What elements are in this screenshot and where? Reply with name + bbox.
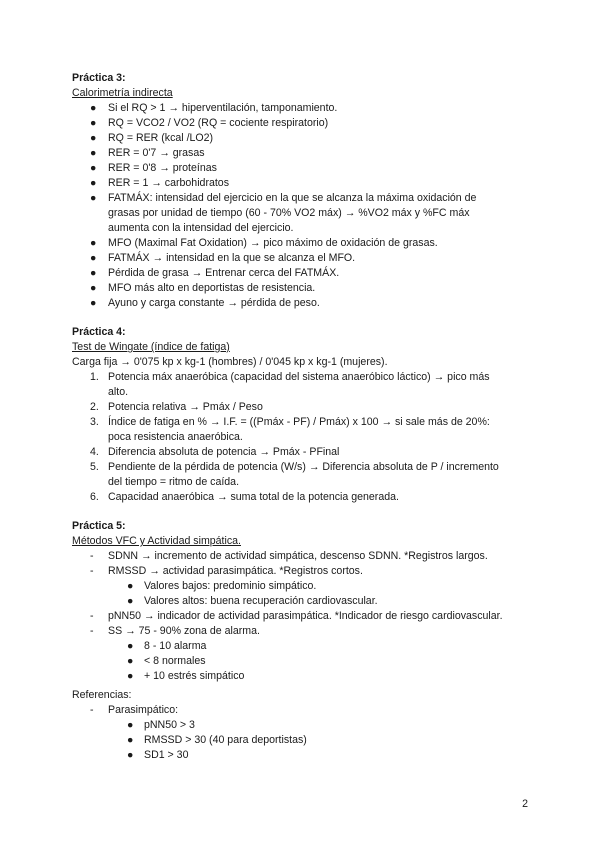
list-item: RMSSD → actividad parasimpática. *Registros cortos. [108,565,363,577]
list-item-continuation: del tiempo = ritmo de caída. [108,476,240,488]
list-item: pNN50 → indicador de actividad parasimpática. *Indicador de riesgo cardiovascular. [108,610,503,622]
list-item: Pérdida de grasa → Entrenar cerca del FATMÁX. [108,267,340,279]
list-item: RER = 0'7 → grasas [108,147,205,159]
bullet-icon: ● [127,719,134,731]
list-item: RER = 1 → carbohidratos [108,177,230,189]
section-5-heading: Práctica 5: [72,520,126,532]
section-5-subheading: Métodos VFC y Actividad simpática. [72,535,241,547]
section-4-heading: Práctica 4: [72,326,126,338]
list-item-continuation: poca resistencia anaeróbica. [108,431,243,443]
list-item: Parasimpático: [108,704,179,716]
bullet-icon: ● [127,595,134,607]
sub-list-item: 8 - 10 alarma [144,640,207,652]
bullet-icon: ● [90,237,97,249]
bullet-icon: ● [90,102,97,114]
list-item: Capacidad anaeróbica → suma total de la potencia generada. [108,491,399,503]
list-item: RQ = RER (kcal /LO2) [108,132,214,144]
list-item: Potencia máx anaeróbica (capacidad del sistema anaeróbico láctico) → pico más [108,371,490,383]
bullet-icon: ● [127,670,134,682]
sub-list-item: Valores bajos: predominio simpático. [144,580,317,592]
list-item: Pendiente de la pérdida de potencia (W/s) → Diferencia absoluta de P / incremento [108,461,499,473]
bullet-icon: ● [90,177,97,189]
list-item: Potencia relativa → Pmáx / Peso [108,401,263,413]
dash-icon: - [90,704,94,716]
bullet-icon: ● [127,749,134,761]
list-number: 5. [90,461,99,473]
list-number: 3. [90,416,99,428]
bullet-icon: ● [90,192,97,204]
sub-list-item: SD1 > 30 [144,749,189,761]
list-number: 1. [90,371,99,383]
dash-icon: - [90,550,94,562]
list-number: 4. [90,446,99,458]
dash-icon: - [90,610,94,622]
bullet-icon: ● [127,734,134,746]
bullet-icon: ● [127,640,134,652]
bullet-icon: ● [90,162,97,174]
dash-icon: - [90,625,94,637]
section-3-subheading: Calorimetría indirecta [72,87,173,99]
bullet-icon: ● [90,252,97,264]
bullet-icon: ● [90,117,97,129]
list-number: 6. [90,491,99,503]
list-item: FATMÁX: intensidad del ejercicio en la que se alcanza la máxima oxidación de [108,192,477,204]
list-item: RER = 0'8 → proteínas [108,162,217,174]
list-item: Ayuno y carga constante → pérdida de peso. [108,297,320,309]
bullet-icon: ● [90,267,97,279]
sub-list-item: + 10 estrés simpático [144,670,245,682]
section-3-heading: Práctica 3: [72,72,126,84]
list-item-continuation: grasas por unidad de tiempo (60 - 70% VO2 máx) → %VO2 máx y %FC máx [108,207,470,219]
list-item: Si el RQ > 1 → hiperventilación, tamponamiento. [108,102,338,114]
section-4-intro: Carga fija → 0'075 kp x kg-1 (hombres) / 0'045 kp x kg-1 (mujeres). [72,356,388,368]
list-item: Diferencia absoluta de potencia → Pmáx - PFinal [108,446,340,458]
sub-list-item: pNN50 > 3 [144,719,195,731]
section-4-subheading: Test de Wingate (índice de fatiga) [72,341,230,353]
list-number: 2. [90,401,99,413]
list-item: SDNN → incremento de actividad simpática, descenso SDNN. *Registros largos. [108,550,488,562]
sub-list-item: Valores altos: buena recuperación cardiovascular. [144,595,378,607]
list-item: SS → 75 - 90% zona de alarma. [108,625,260,637]
sub-list-item: RMSSD > 30 (40 para deportistas) [144,734,307,746]
bullet-icon: ● [127,580,134,592]
references-heading: Referencias: [72,689,132,701]
list-item-continuation: aumenta con la intensidad del ejercicio. [108,222,294,234]
list-item: MFO más alto en deportistas de resistencia. [108,282,316,294]
bullet-icon: ● [90,282,97,294]
bullet-icon: ● [90,147,97,159]
bullet-icon: ● [90,297,97,309]
sub-list-item: < 8 normales [144,655,206,667]
list-item: FATMÁX → intensidad en la que se alcanza el MFO. [108,252,356,264]
page-number: 2 [522,798,528,810]
bullet-icon: ● [90,132,97,144]
bullet-icon: ● [127,655,134,667]
list-item: RQ = VCO2 / VO2 (RQ = cociente respiratorio) [108,117,329,129]
list-item: Índice de fatiga en % → I.F. = ((Pmáx - PF) / Pmáx) x 100 → si sale más de 20%: [108,416,490,428]
list-item: MFO (Maximal Fat Oxidation) → pico máximo de oxidación de grasas. [108,237,438,249]
list-item-continuation: alto. [108,386,129,398]
dash-icon: - [90,565,94,577]
